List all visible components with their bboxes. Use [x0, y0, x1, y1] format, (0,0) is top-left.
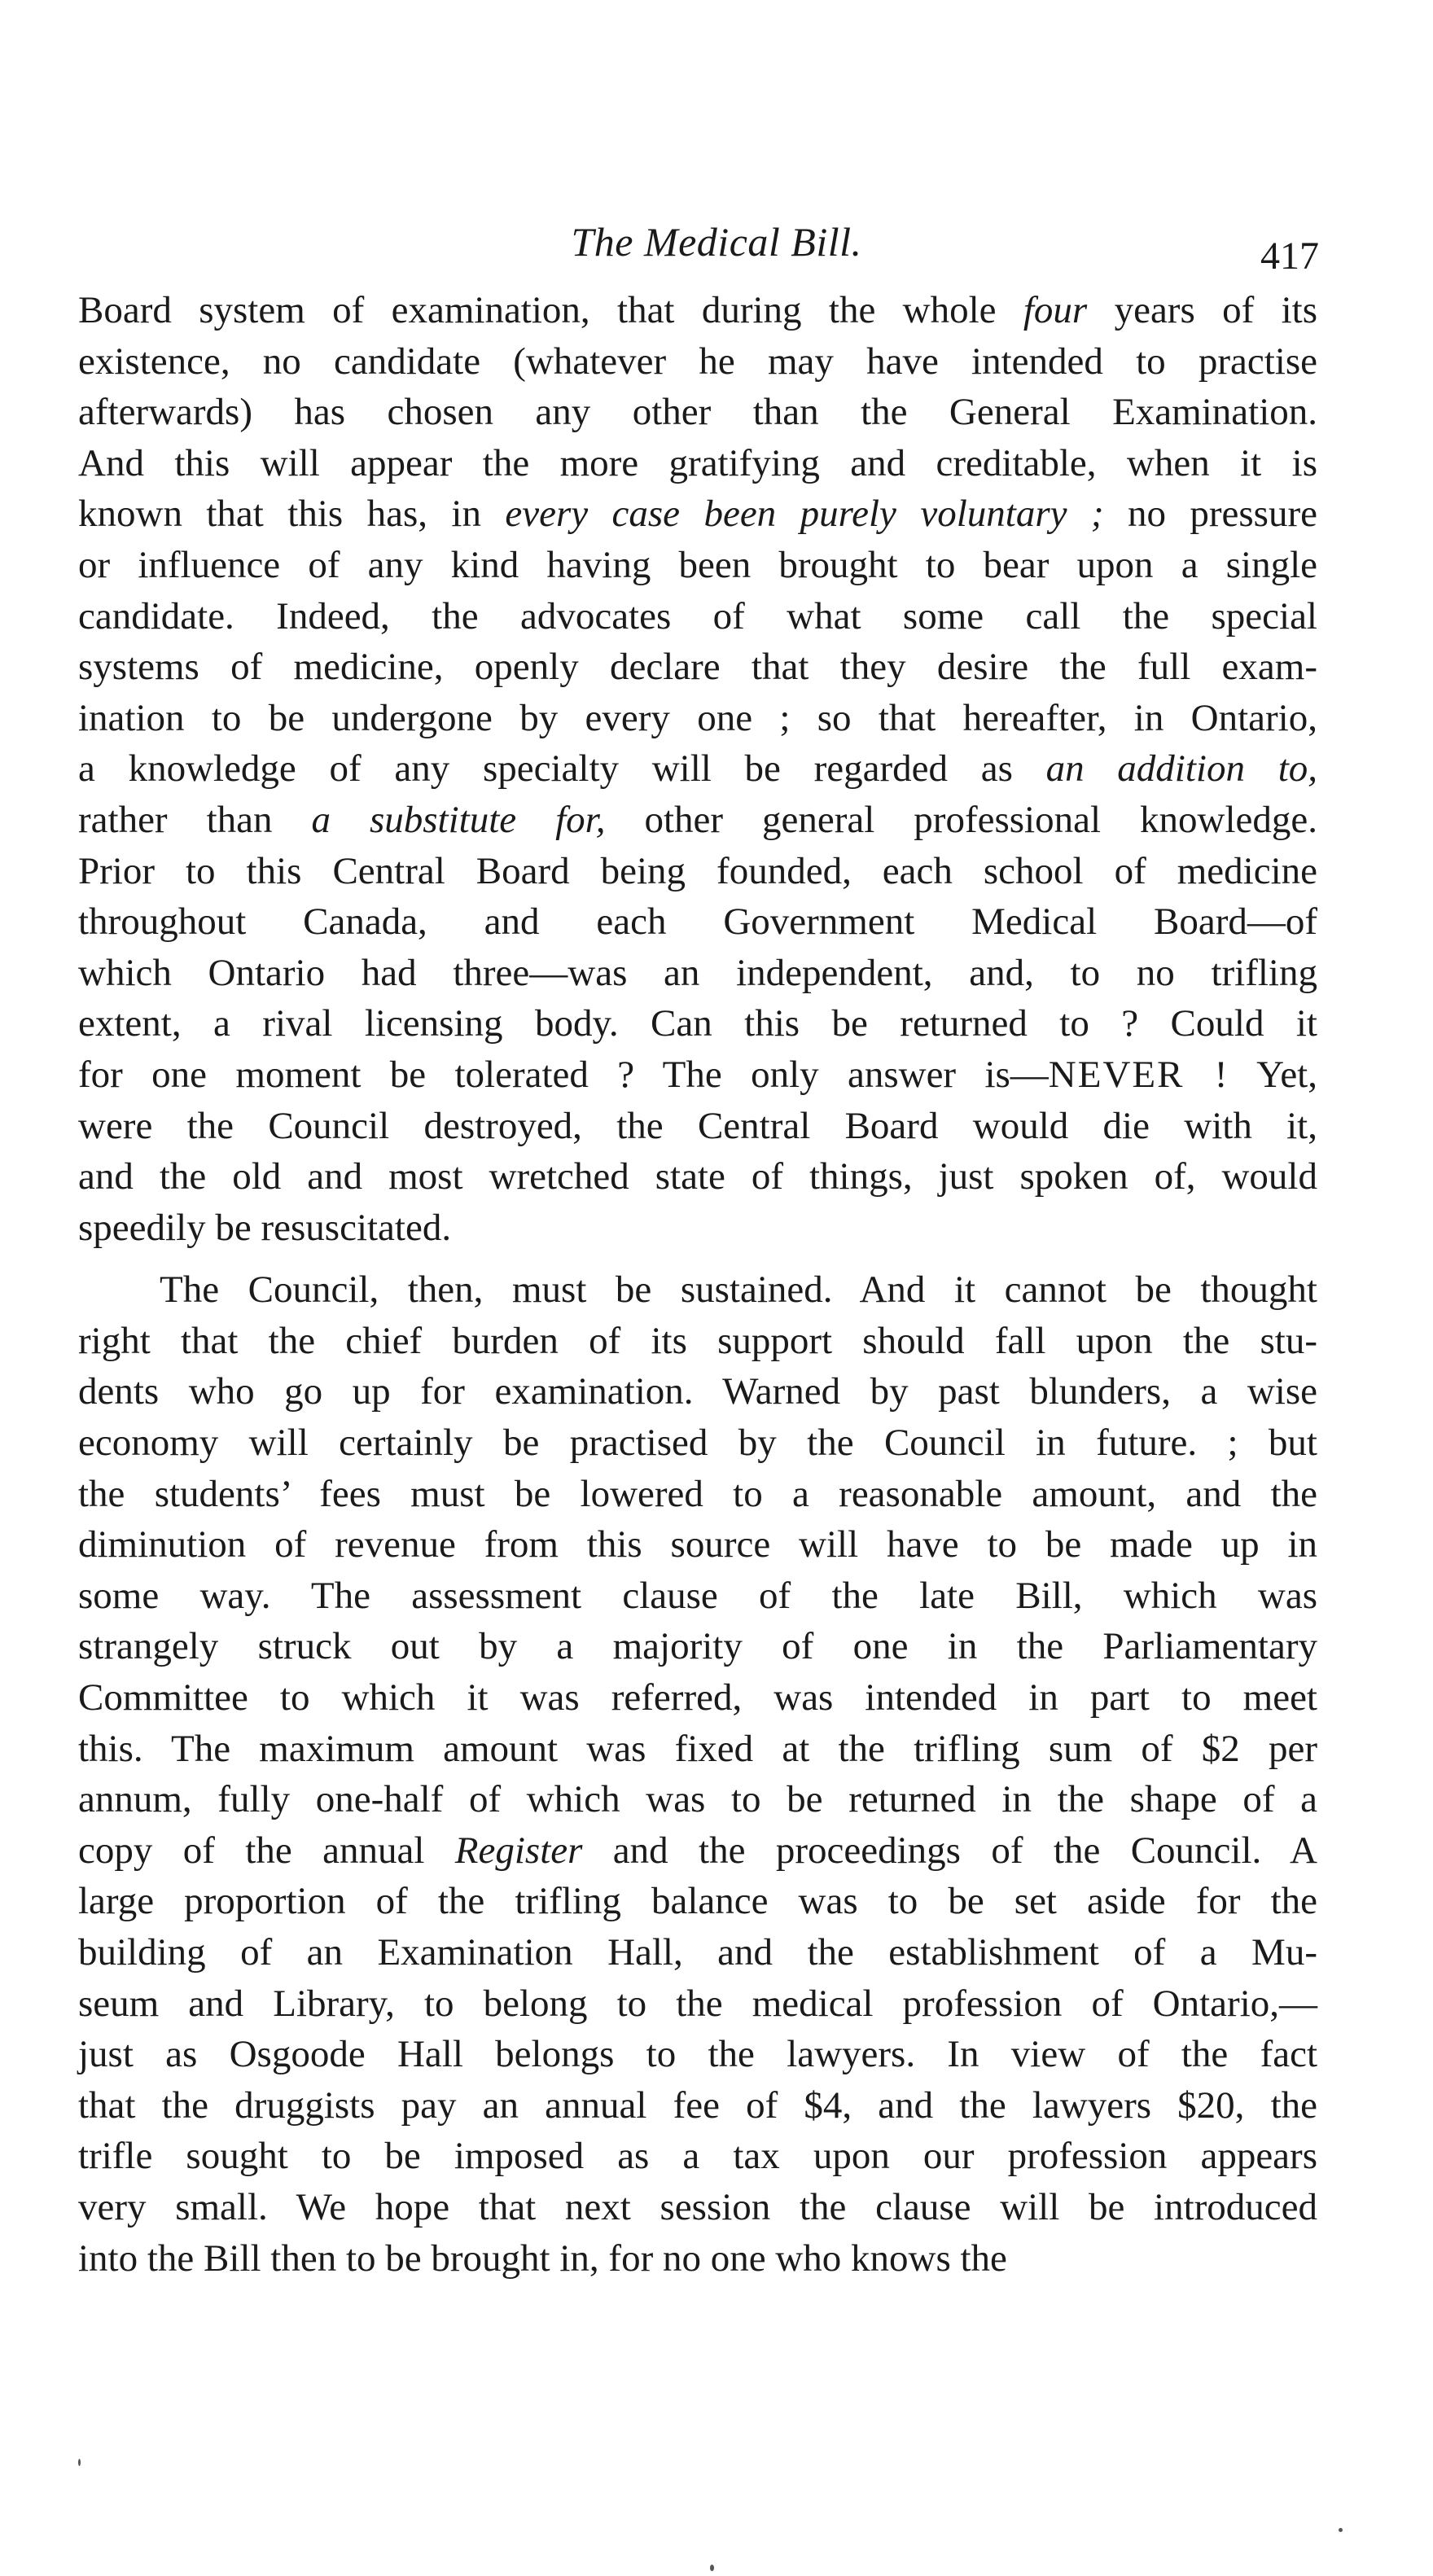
- text-line: [78, 998, 1317, 1049]
- text-line: [78, 1672, 1317, 1724]
- text-run: strangely struck out by a majority of one in the Parliamentary: [78, 1625, 1317, 1668]
- text-line: [78, 896, 1317, 948]
- text-run: some way. The assessment clause of the late Bill, which was: [78, 1574, 1317, 1617]
- italic-run: Register: [454, 1829, 583, 1872]
- text-run: known that this has, in: [78, 493, 506, 536]
- text-run: throughout Canada, and each Government Medical Board—of: [78, 900, 1317, 944]
- text-run: building of an Examination Hall, and the establishment of a Mu-: [78, 1931, 1317, 1974]
- text-run: rather than: [78, 798, 312, 841]
- text-run: speedily be resuscitated.: [78, 1206, 452, 1249]
- text-line: [78, 693, 1317, 744]
- text-run: Committee to which it was referred, was intended in part to meet: [78, 1676, 1317, 1720]
- text-run: right that the chief burden of its support should fall upon the stu-: [78, 1319, 1317, 1362]
- text-run: ination to be undergone by every one ; so that hereafter, in Ontario,: [78, 696, 1317, 739]
- text-run: seum and Library, to belong to the medical profession of Ontario,—: [78, 1982, 1317, 2025]
- italic-run: an addition to,: [1045, 747, 1318, 791]
- text-line: [78, 846, 1317, 897]
- text-line: [78, 1203, 1317, 1254]
- text-line: [78, 1519, 1317, 1571]
- text-run: Prior to this Central Board being founded, each school of medicine: [78, 849, 1317, 892]
- text-run: years of its: [1087, 289, 1317, 331]
- text-run: And this will appear the more gratifying and creditable, when it is: [78, 441, 1317, 484]
- italic-run: a substitute for,: [311, 798, 606, 841]
- text-run: Yet,: [1229, 1053, 1317, 1096]
- text-run: and the proceedings of the Council. A: [582, 1829, 1318, 1872]
- italic-run: every case been purely voluntary ;: [505, 493, 1104, 536]
- text-line: [78, 1469, 1317, 1520]
- text-line: [78, 1316, 1317, 1367]
- text-line: [78, 1571, 1317, 1622]
- text-run: existence, no candidate (whatever he may have intended to practise: [78, 340, 1317, 383]
- text-line: [78, 1417, 1317, 1469]
- text-line: [78, 1724, 1317, 1775]
- scan-speck: [78, 2459, 81, 2466]
- text-run: the students’ fees must be lowered to a reasonable amount, and the: [78, 1472, 1317, 1515]
- paragraph: [78, 285, 1317, 1253]
- text-line: [78, 1774, 1317, 1825]
- text-run: other general professional knowledge.: [605, 798, 1317, 841]
- text-run: The Council, then, must be sustained. And it cannot be thought: [160, 1268, 1317, 1312]
- text-run: no pressure: [1103, 493, 1317, 536]
- text-run: economy will certainly be practised by the Council in future. ; but: [78, 1422, 1317, 1465]
- text-line: [78, 2080, 1317, 2131]
- text-line: [78, 488, 1317, 540]
- text-line: [78, 540, 1317, 591]
- text-line: [78, 1825, 1317, 1877]
- text-line: [78, 795, 1317, 846]
- text-line: [78, 1927, 1317, 1978]
- text-line: [78, 336, 1317, 388]
- text-line: [78, 387, 1317, 438]
- text-run: afterwards) has chosen any other than the General Examination.: [78, 391, 1317, 434]
- text-line: [78, 1876, 1317, 1927]
- text-run: were the Council destroyed, the Central Board would die with it,: [78, 1104, 1317, 1147]
- text-run: very small. We hope that next session the clause will be introduced: [78, 2185, 1317, 2228]
- text-run: just as Osgoode Hall belongs to the lawyers. In view of the fact: [78, 2033, 1317, 2076]
- scan-speck: [710, 2565, 714, 2571]
- text-line: [78, 1049, 1317, 1101]
- text-line: [78, 743, 1317, 795]
- text-line: [78, 591, 1317, 642]
- text-run: or influence of any kind having been brought to bear upon a single: [78, 543, 1317, 586]
- text-line: [78, 1151, 1317, 1203]
- text-line: [78, 2029, 1317, 2080]
- small-caps-run: NEVER !: [1048, 1053, 1229, 1096]
- running-header: [0, 213, 1433, 278]
- text-line: [78, 1978, 1317, 2030]
- text-line: [78, 2182, 1317, 2233]
- page-number: 417: [1260, 234, 1319, 278]
- text-line: [78, 2131, 1317, 2182]
- text-run: this. The maximum amount was fixed at the trifling sum of $2 per: [78, 1727, 1317, 1770]
- text-line: [78, 1264, 1317, 1316]
- text-run: large proportion of the trifling balance was to be set aside for the: [78, 1880, 1317, 1923]
- text-run: dents who go up for examination. Warned by past blunders, a wise: [78, 1370, 1317, 1413]
- text-run: for one moment be tolerated ? The only answer is—: [78, 1053, 1049, 1096]
- text-run: annum, fully one-half of which was to be returned in the shape of a: [78, 1778, 1317, 1821]
- text-run: extent, a rival licensing body. Can this be returned to ? Could it: [78, 1002, 1317, 1045]
- text-line: [78, 642, 1317, 693]
- text-run: a knowledge of any specialty will be regarded as: [78, 747, 1046, 791]
- text-line: [78, 948, 1317, 999]
- text-line: [78, 1366, 1317, 1417]
- text-line: [78, 1101, 1317, 1152]
- text-run: Board system of examination, that during the whole: [78, 289, 1023, 331]
- text-run: copy of the annual: [78, 1829, 455, 1872]
- text-run: and the old and most wretched state of things, just spoken of, would: [78, 1155, 1317, 1198]
- italic-run: four: [1023, 289, 1088, 331]
- paragraph: [78, 1264, 1317, 2284]
- text-run: trifle sought to be imposed as a tax upon our profession appears: [78, 2135, 1317, 2178]
- text-run: that the druggists pay an annual fee of $4, and the lawyers $20, the: [78, 2083, 1317, 2127]
- text-run: which Ontario had three—was an independent, and, to no trifling: [78, 951, 1317, 994]
- text-line: [78, 2233, 1317, 2285]
- running-title: The Medical Bill.: [571, 219, 862, 265]
- text-line: [78, 1621, 1317, 1672]
- text-run: candidate. Indeed, the advocates of what some call the special: [78, 594, 1317, 637]
- scan-speck: [1339, 2528, 1343, 2532]
- text-line: [78, 285, 1317, 336]
- body-text: [78, 285, 1317, 2284]
- text-run: into the Bill then to be brought in, for no one who knows the: [78, 2236, 1007, 2280]
- text-line: [78, 438, 1317, 489]
- text-run: diminution of revenue from this source will have to be made up in: [78, 1523, 1317, 1566]
- text-run: systems of medicine, openly declare that they desire the full exam-: [78, 646, 1317, 689]
